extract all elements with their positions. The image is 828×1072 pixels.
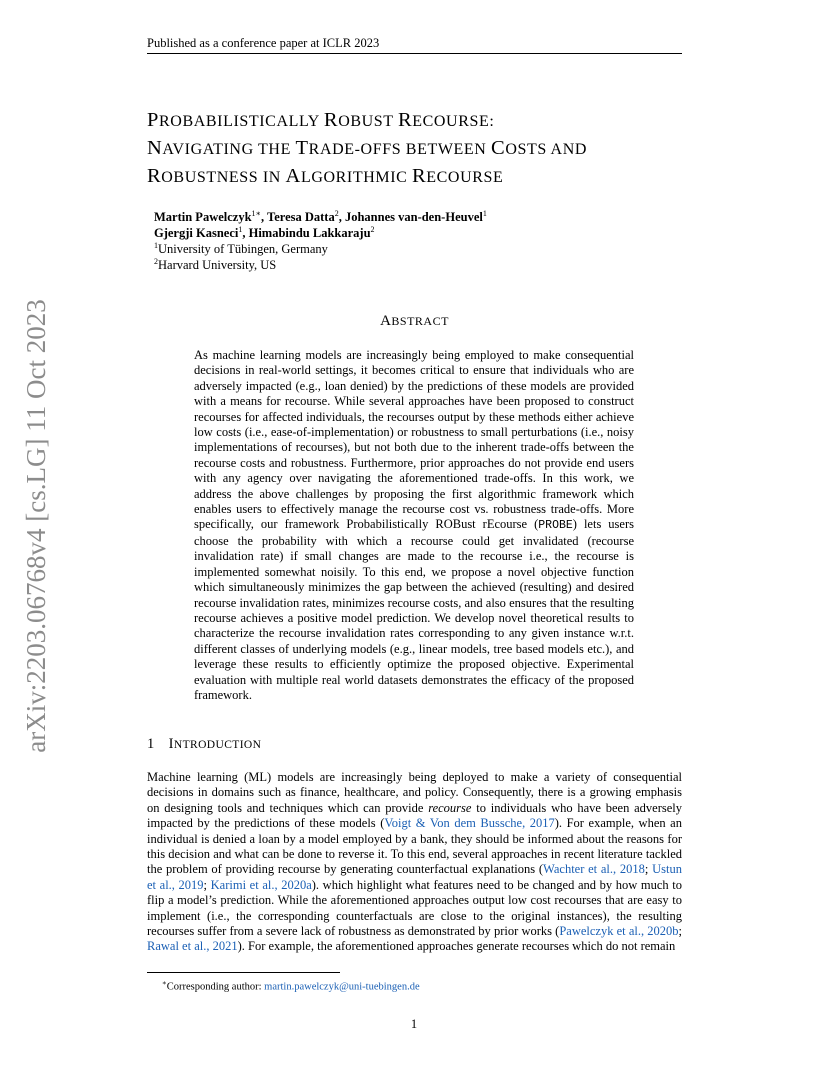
title-word: T (295, 137, 309, 159)
heading-rest: BSTRACT (391, 314, 449, 328)
affiliation-text: University of Tübingen, Germany (158, 242, 328, 256)
affiliation-mark: 1 (238, 224, 243, 234)
citation-link[interactable]: Pawelczyk et al., 2020b (559, 924, 679, 939)
body-text: ). For example, the aforementioned approaches generate recourses which do not remain (237, 939, 676, 954)
author-email-link[interactable]: martin.pawelczyk@uni-tuebingen.de (264, 981, 420, 993)
affiliation-mark: 1 (251, 208, 256, 218)
affiliation-1 (154, 241, 674, 257)
title-word: OBUSTNESS IN (161, 169, 286, 186)
introduction-paragraph (147, 770, 682, 955)
affiliation-2 (154, 257, 674, 273)
paper-title (147, 107, 707, 191)
author-name: Johannes van-den-Heuvel (344, 210, 483, 224)
section-heading-introduction (147, 736, 261, 753)
title-word: R (412, 165, 427, 187)
title-word: R (323, 109, 339, 131)
citation-link[interactable]: Rawal et al., 2021 (147, 939, 238, 954)
footnote-rule (147, 972, 340, 973)
abstract-heading (147, 313, 682, 330)
author-name: Martin Pawelczyk (154, 210, 252, 224)
corresponding-mark: ∗ (255, 208, 261, 218)
citation-link[interactable]: Karimi et al., 2020a (210, 877, 312, 892)
title-line-2 (147, 135, 707, 163)
separator: ; (203, 877, 211, 892)
title-word: ECOURSE: (412, 113, 495, 130)
author-line-2: Gjergji Kasneci$^1$, Himabindu Lakkaraju$^2$ (154, 224, 375, 240)
title-word: ECOURSE (426, 169, 504, 186)
author-block (154, 209, 674, 273)
author-name: Gjergji Kasneci (154, 226, 239, 240)
title-word: P (147, 109, 160, 131)
body-text: ). which highlight what features need to be changed and by how much to flip a model’s prediction. While the aforementioned approaches output low cost recourses that are easy to implement (i.e., the corresponding counterfactuals are close to the original instances), the resulting recourses suffer from a severe lack of robustness as demonstrated by prior works ( (147, 877, 683, 939)
affiliation-text: Harvard University, US (158, 258, 277, 272)
arxiv-identifier-stamp[interactable]: arXiv:2203.06768v4 [cs.LG] 11 Oct 2023 (21, 299, 51, 753)
affiliation-mark: 1 (482, 208, 487, 218)
affiliation-mark: 2 (370, 224, 375, 234)
affiliation-mark: 1 (154, 240, 158, 250)
title-word: OBUST (338, 113, 398, 130)
title-word: ROBABILISTICALLY (159, 113, 324, 130)
affiliation-mark: 2 (154, 256, 158, 266)
probe-acronym: PROBE (538, 519, 573, 533)
separator: ; (678, 924, 682, 939)
heading-rest: NTRODUCTION (173, 739, 262, 751)
abstract-body (194, 348, 634, 703)
footnote-label: Corresponding author: (166, 981, 265, 993)
body-text: to individuals who have been adversely impacted by the predictions of these models ( (147, 800, 682, 831)
body-text: Machine learning (ML) models are increasingly being deployed to make a variety of consequential decisions in domains such as finance, healthcare, and policy. Consequently, there is a growing emphasis on designing tools and techniques which can provide (147, 770, 682, 815)
title-word: C (491, 137, 506, 159)
title-word: R (397, 109, 413, 131)
separator: ; (644, 862, 653, 877)
author-name: Teresa Datta (267, 210, 335, 224)
author-line-1: Martin Pawelczyk$^{1∗}$, Teresa Datta$^2$, Johannes van-den-Heuvel$^1$ (154, 208, 487, 224)
title-word: A (285, 165, 301, 187)
title-word: LGORITHMIC (300, 169, 412, 186)
title-word: R (147, 165, 162, 187)
emphasis-text: recourse (428, 800, 472, 815)
citation-link[interactable]: Ustun et al., 2019 (147, 862, 682, 892)
author-name: Himabindu Lakkaraju (248, 226, 371, 240)
title-word: OSTS AND (505, 141, 588, 158)
citation-link[interactable]: Voigt & Von dem Bussche, 2017 (384, 816, 555, 831)
running-header: Published as a conference paper at ICLR 2023 (147, 35, 682, 54)
affiliation-mark: 2 (334, 208, 339, 218)
title-word: RADE-OFFS BETWEEN (308, 141, 492, 158)
title-line-1 (147, 107, 707, 135)
body-text: ). For example, when an individual is denied a loan by a model employed by a bank, they should be informed about the reasons for this decision and what can be done to reverse it. To this end, several approaches in recent literature tackled the problem of providing recourse by generating counterfactual explanations ( (147, 816, 682, 877)
heading-cap: I (168, 736, 174, 752)
page-number: 1 (410, 1017, 418, 1031)
title-word: AVIGATING THE (162, 141, 296, 158)
abstract-text: As machine learning models are increasingly being employed to make consequential decisions in real-world settings, it becomes critical to ensure that individuals who are adversely impacted (e.g., loan denied) by the predictions of these models are provided with a means for recourse. While several approaches have been proposed to construct recourses for affected individuals, the recourses output by these methods either achieve low costs (i.e., ease-of-implementation) or robustness to small perturbations (i.e., noisy implementations of recourses), but not both due to the inherent trade-offs between the recourse costs and robustness. Furthermore, prior approaches do not provide end users with any agency over navigating the aforementioned trade-offs. In this work, we address the above challenges by proposing the first algorithmic framework which enables users to effectively manage the recourse cost vs. robustness trade-offs. More specifically, our framework Probabilistically ROBust rEcourse ( (194, 348, 634, 532)
citation-link[interactable]: Wachter et al., 2018 (543, 862, 645, 877)
heading-cap: A (380, 313, 392, 329)
footnote-mark: ∗ (162, 979, 167, 987)
title-word: N (147, 137, 163, 159)
title-line-3 (147, 163, 707, 191)
footnote (162, 976, 420, 995)
section-number: 1 (147, 736, 155, 752)
abstract-text: ) lets users choose the probability with which a recourse could get invalidated (recourse invalidation rate) if small changes are made to the recourse i.e., the recourse is implemented somewhat noisily. To this end, we propose a novel objective function which simultaneously minimizes the gap between the achieved (resulting) and desired recourse invalidation rates, minimizes recourse costs, and also ensures that the resulting recourse achieves a positive model prediction. We develop novel theoretical results to characterize the recourse invalidation rates corresponding to any given instance w.r.t. different classes of underlying models (e.g., linear models, tree based models etc.), and leverage these results to efficiently optimize the proposed objective. Experimental evaluation with multiple real world datasets demonstrates the efficacy of the proposed framework. (194, 517, 634, 702)
